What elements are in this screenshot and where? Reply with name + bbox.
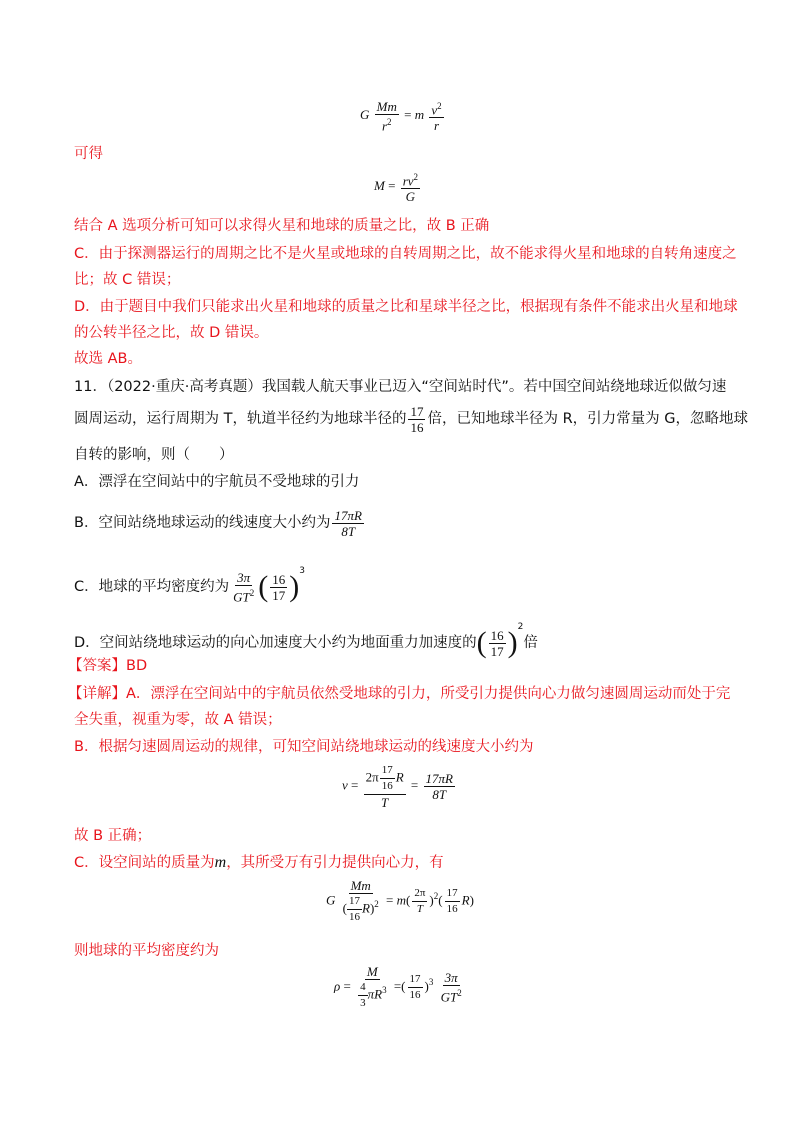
question-number: 11．	[74, 379, 107, 395]
question-11-line3: 自转的影响，则（ ）	[74, 447, 234, 463]
question-11-line2: 圆周运动，运行周期为 T，轨道半径约为地球半径的 $\frac{17}{16}$ 倍，已知地球半径为 R，引力常量为 G，忽略地球	[74, 403, 748, 435]
fraction-optc: $\frac{3\pi}{GT^2}$	[233, 569, 255, 605]
equation-centripetal: G Mm ( $\frac{17}{16}$ R)$^2$ = m( $\frac{2\pi}{T}$ )$^2$( $\frac{17}{16}$ R)	[326, 878, 474, 923]
fraction: M $\frac{4}{3}$ $\pi R^3$	[360, 964, 387, 1009]
text-kede: 可得	[74, 146, 103, 162]
fraction: $\frac{v^2}{r}$	[431, 101, 442, 134]
answer-line	[68, 656, 147, 676]
fraction-16-17: $\frac{16}{17}$	[272, 571, 286, 603]
fraction: $\frac{rv^2}{G}$	[402, 172, 419, 205]
text-line-c1: C．由于探测器运行的周期之比不是火星或地球的自转周期之比，故不能求得火星和地球的自转角速度之	[74, 246, 737, 262]
option-b: B．空间站绕地球运动的线速度大小约为 $\frac{17\pi R}{8T}$	[74, 507, 362, 539]
fraction: $\frac{17\pi R}{8T}$	[425, 771, 453, 802]
detail-b: B．根据匀速圆周运动的规律，可知空间站绕地球运动的线速度大小约为	[74, 739, 534, 755]
answer-label: 【答案】	[68, 658, 126, 674]
option-a: A．漂浮在空间站中的宇航员不受地球的引力	[74, 474, 360, 490]
detail-b2: 故 B 正确；	[74, 828, 152, 844]
text-line-d2: 的公转半径之比，故 D 错误。	[74, 325, 269, 341]
text-choose: 故选 AB。	[74, 351, 142, 367]
fraction: $\frac{3\pi}{GT^2}$	[440, 970, 462, 1005]
detail-a2: 全失重，视重为零，故 A 错误；	[74, 712, 282, 728]
detail-label: 【详解】	[68, 686, 126, 702]
option-c: C．地球的平均密度约为 $\frac{3\pi}{GT^2}$ ( $\frac{16}{17}$ )$^3$	[74, 566, 305, 605]
option-d: D．空间站绕地球运动的向心加速度大小约为地面重力加速度的( $\frac{16}{17}$ )$^2$倍	[74, 622, 538, 659]
density-text: 则地球的平均密度约为	[74, 943, 219, 959]
fraction-optb: $\frac{17\pi R}{8T}$	[334, 507, 362, 539]
equation-mass: M = $\frac{rv^2}{G}$	[374, 172, 419, 205]
fraction: $\frac{Mm}{r^2}$	[376, 99, 397, 134]
fraction-17-16: $\frac{17}{16}$	[410, 403, 424, 435]
fraction: 2π $\frac{17}{16}$ R T	[365, 764, 404, 810]
detail-c: C．设空间站的质量为m，其所受万有引力提供向心力，有	[74, 854, 444, 871]
text-line-b: 结合 A 选项分析可知可以求得火星和地球的质量之比，故 B 正确	[74, 218, 490, 234]
fraction: Mm ( $\frac{17}{16}$ R)$^2$	[342, 878, 379, 923]
detail-a1: 【详解】A．漂浮在空间站中的宇航员依然受地球的引力，所受引力提供向心力做匀速圆周运动而处于完	[68, 686, 731, 702]
equation-velocity: v = 2π $\frac{17}{16}$ R T = $\frac{17\pi R}{8T}$	[342, 764, 453, 810]
question-11-line1: 11．（2022·重庆·高考真题）我国载人航天事业已迈入“空间站时代”。若中国空间站绕地球近似做匀速	[74, 379, 727, 395]
text-line-c2: 比；故 C 错误；	[74, 272, 181, 288]
fraction-16-17: $\frac{16}{17}$	[490, 627, 504, 659]
equation-density: ρ = M $\frac{4}{3}$ $\pi R^3$ =( $\frac{17}{16}$ )$^3$ $\frac{3\pi}{GT^2}$	[334, 964, 462, 1009]
question-source: （2022·重庆·高考真题）	[106, 379, 262, 395]
answer-value: BD	[126, 658, 148, 674]
text-line-d1: D．由于题目中我们只能求出火星和地球的质量之比和星球半径之比，根据现有条件不能求出火星和地球	[74, 299, 738, 315]
equation-gravitation: G $\frac{Mm}{r^2}$ = m $\frac{v^2}{r}$	[360, 99, 442, 134]
